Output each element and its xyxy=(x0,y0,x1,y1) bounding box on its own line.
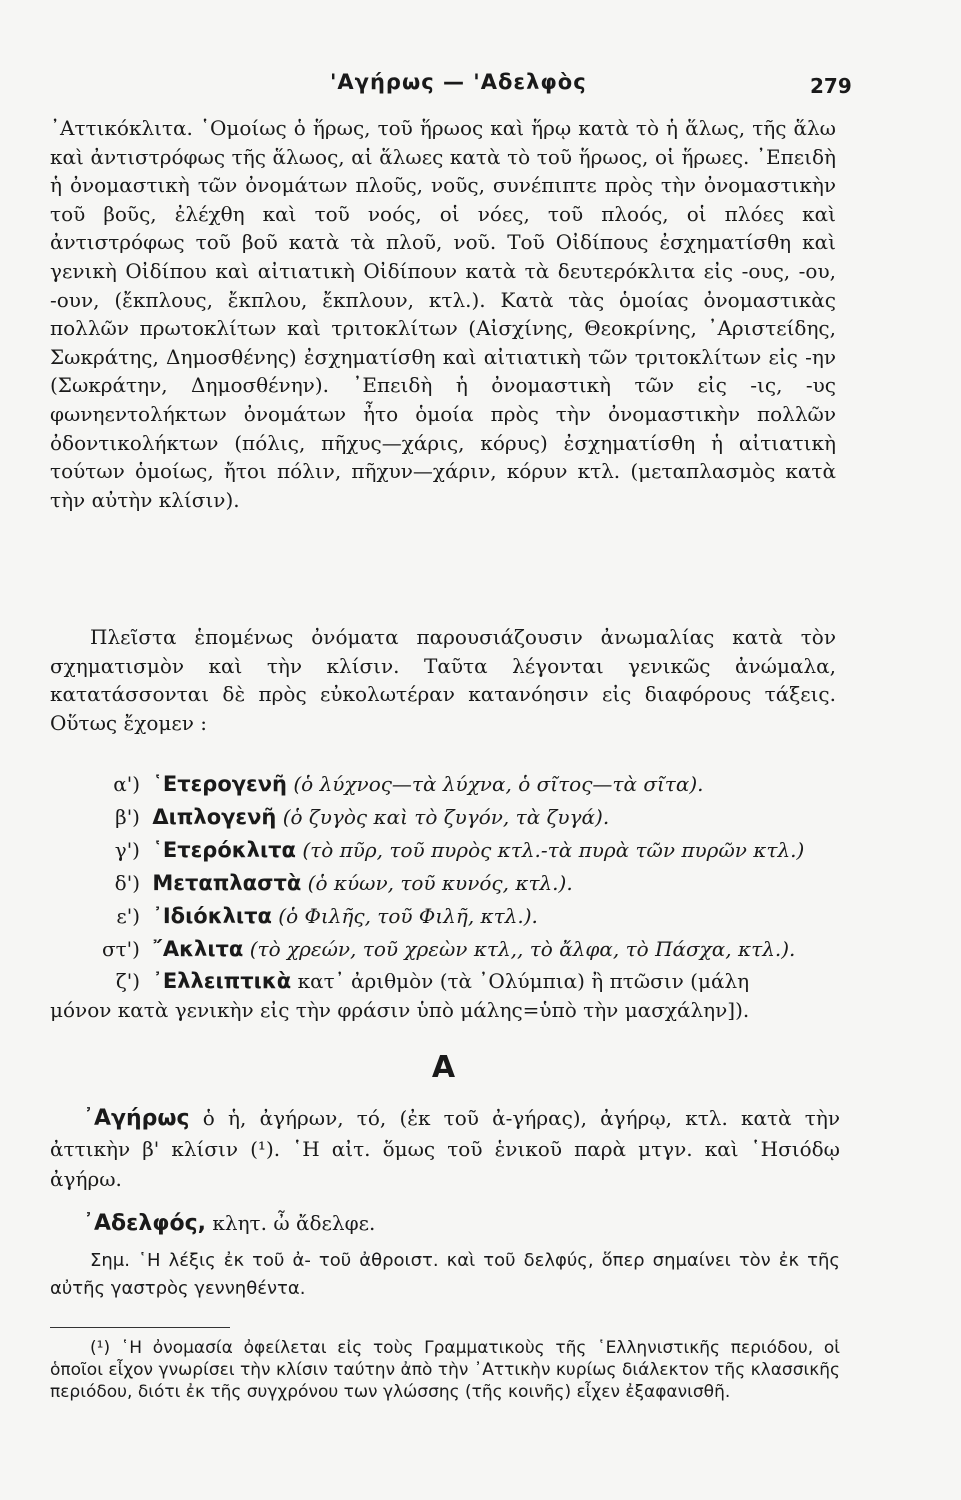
section-letter: Α xyxy=(431,1050,456,1085)
list-term: ᾿Ιδιόκλιτα xyxy=(152,904,272,928)
list-term: ῎Ακλιτα xyxy=(152,937,244,961)
footnote-rule xyxy=(50,1327,230,1328)
note: Σημ. ῾Η λέξις ἐκ τοῦ ἀ- τοῦ ἀθροιστ. καὶ τοῦ δελφύς, ὅπερ σημαίνει τὸν ἐκ τῆς αὐτῆς γαστρὸς γεννηθέντα. xyxy=(50,1250,840,1299)
list-explanation: (ὁ κύων, τοῦ κυνός, κτλ.). xyxy=(307,871,573,895)
list-number: ζ') xyxy=(115,969,140,993)
list-number: α') xyxy=(113,772,140,796)
list-explanation: (τὸ χρεών, τοῦ χρεὼν κτλ,, τὸ ἄλφα, τὸ Πάσχα, κτλ.). xyxy=(249,937,796,961)
footnote: (¹) ῾Η ὀνομασία ὀφείλεται εἰς τοὺς Γραμματικοὺς τῆς ῾Ελληνιστικῆς περιόδου, οἱ ὁποῖοι εἶχον γνωρίσει τὴν κλίσιν ταύτην ἀπὸ τὴν ᾿Αττικὴν κυρίως διάλεκτον τῆς κλασσικῆς περιόδου, διότι ἐκ τῆς συγχρόνου των γλώσσης (τῆς κοινῆς) εἶχεν ἐξαφανισθῆ. xyxy=(50,1338,840,1402)
list-item xyxy=(50,801,850,834)
paragraph-1: ᾿Αττικόκλιτα. ῾Ομοίως ὁ ἥρως, τοῦ ἥρωος καὶ ἥρῳ κατὰ τὸ ἡ ἅλως, τῆς ἅλω καὶ ἀντιστρόφως τῆς ἅλωος, αἱ ἅλωες κατὰ τὸ τοῦ ἥρωος, οἱ ἥρωες. ᾿Επειδὴ ἡ ὀνομαστικὴ τῶν ὀνομάτων πλοῦς, νοῦς, συνέπιπτε πρὸς τὴν ὀνομαστικὴν τοῦ βοῦς, ἐλέχθη καὶ τοῦ νοός, οἱ νόες, τοῦ πλοός, οἱ πλόες καὶ ἀντιστρόφως τοῦ βοῦ κατὰ τὰ πλοῦ, νοῦ. Τοῦ Οἰδίπους ἐσχηματίσθη καὶ γενικὴ Οἰδίπου καὶ αἰτιατικὴ Οἰδίπουν κατὰ τὰ δευτερόκλιτα εἰς -ους, -ου, -ουν, (ἔκπλους, ἔκπλου, ἔκπλουν, κτλ.). Κατὰ τὰς ὁμοίας ὀνομαστικὰς πολλῶν πρωτοκλίτων καὶ τριτοκλίτων (Αἰσχίνης, Θεοκρίνης, ᾿Αριστείδης, Σωκράτης, Δημοσθένης) ἐσχηματίσθη καὶ αἰτιατικὴ τῶν τριτοκλίτων εἰς -ην (Σωκράτην, Δημοσθένην). ᾿Επειδὴ ἡ ὀνομαστικὴ τῶν εἰς -ις, -υς φωνηεντολήκτων ὀνομάτων ἦτο ὁμοία πρὸς τὴν ὀνομαστικὴν πολλῶν ὀδοντικολήκτων (πόλις, πῆχυς—χάρις, κόρυς) ἐσχηματίσθη ἡ αἰτιατικὴ τούτων ὁμοίως, ἤτοι πόλιν, πῆχυν—χάριν, κόρυν κτλ. (μεταπλασμὸς κατὰ τὴν αὐτὴν κλίσιν). xyxy=(50,116,836,512)
list-term: ᾿Ελλειπτικὰ xyxy=(152,969,292,993)
paragraph-2: Πλεῖστα ἑπομένως ὀνόματα παρουσιάζουσιν ἀνωμαλίας κατὰ τὸν σχηματισμὸν καὶ τὴν κλίσιν. Ταῦτα λέγονται γενικῶς ἀνώμαλα, κατατάσσονται δὲ πρὸς εὐκολωτέραν κατανόησιν εἰς διαφόρους τάξεις. Οὕτως ἔχομεν : xyxy=(50,625,836,735)
list-explanation-continued: μόνον κατὰ γενικὴν εἰς τὴν φράσιν ὑπὸ μάλης=ὑπὸ τὴν μασχάλην]). xyxy=(50,998,750,1022)
anomaly-class-list xyxy=(50,768,850,1032)
page-header xyxy=(0,62,961,102)
list-explanation: κατ᾿ ἀριθμὸν (τὰ ᾿Ολύμπια) ἢ πτῶσιν (μάλη xyxy=(297,969,750,993)
page-number: 279 xyxy=(810,74,852,98)
list-number: δ') xyxy=(114,871,140,895)
list-item xyxy=(50,768,850,801)
entry-text: κλητ. ὦ ἄδελφε. xyxy=(212,1211,376,1235)
entry-headword: ᾿Αγήρως xyxy=(83,1106,190,1131)
list-number: στ') xyxy=(101,937,140,961)
list-explanation: (ὁ ζυγὸς καὶ τὸ ζυγόν, τὰ ζυγά). xyxy=(282,805,610,829)
list-term: Μεταπλαστὰ xyxy=(152,871,302,895)
entry-headword: ᾿Αδελφός, xyxy=(83,1211,207,1236)
dictionary-entry xyxy=(50,1103,840,1194)
list-item xyxy=(50,834,850,867)
list-item xyxy=(50,966,850,1032)
list-term: ῾Ετερόκλιτα xyxy=(152,838,296,862)
list-item xyxy=(50,867,850,900)
list-explanation: (ὁ Φιλῆς, τοῦ Φιλῆ, κτλ.). xyxy=(278,904,538,928)
dictionary-entry xyxy=(50,1208,840,1239)
list-item xyxy=(50,900,850,933)
list-number: γ') xyxy=(114,838,140,862)
list-item xyxy=(50,933,850,966)
list-number: ε') xyxy=(116,904,140,928)
list-explanation: (τὸ πῦρ, τοῦ πυρὸς κτλ.-τὰ πυρὰ τῶν πυρῶν κτλ.) xyxy=(302,838,805,862)
list-number: β') xyxy=(115,805,140,829)
list-explanation: (ὁ λύχνος—τὰ λύχνα, ὁ σῖτος—τὰ σῖτα). xyxy=(293,772,704,796)
running-head: 'Αγήρως — 'Αδελφὸς xyxy=(330,70,587,94)
entry-text: ὁ ἡ, ἀγήρων, τό, (ἐκ τοῦ ἀ-γήρας), ἀγήρῳ, κτλ. κατὰ τὴν ἀττικὴν β' κλίσιν (¹). ῾Η αἰτ. ὅμως τοῦ ἑνικοῦ παρὰ μτγν. καὶ ῾Ησιόδῳ ἀγήρω. xyxy=(50,1106,841,1191)
list-term: Διπλογενῆ xyxy=(152,805,277,829)
list-term: ῾Ετερογενῆ xyxy=(152,772,288,796)
